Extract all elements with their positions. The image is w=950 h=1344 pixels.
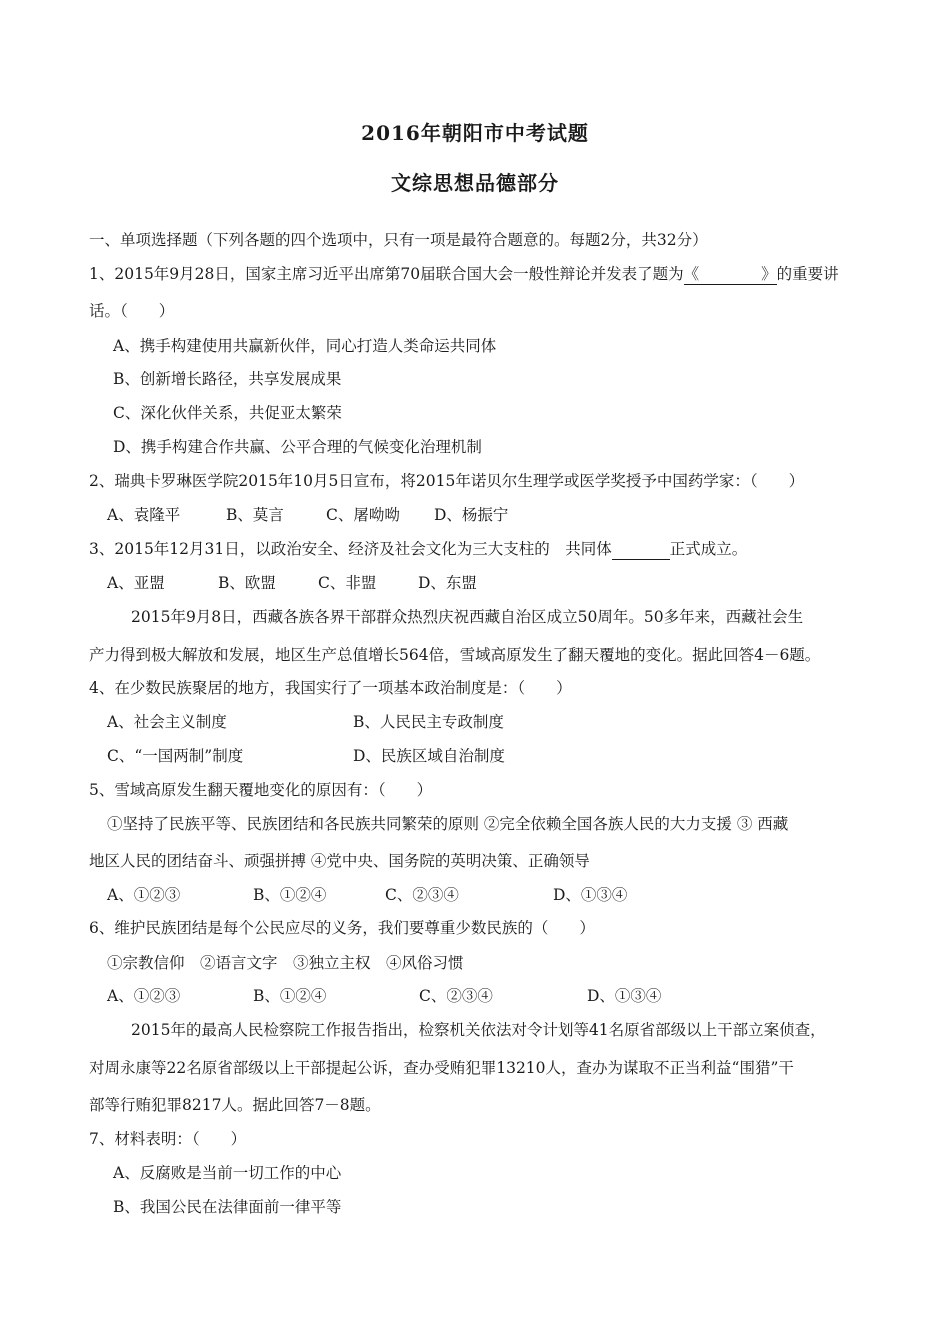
option-6a: A、①②③ (107, 987, 181, 1005)
question-5-options (107, 885, 627, 905)
option-2b: B、莫言 (226, 506, 284, 524)
option-5d: D、①③④ (553, 886, 628, 904)
option-5a: A、①②③ (107, 886, 181, 904)
material-2-line-3: 部等行贿犯罪8217人。据此回答7－8题。 (89, 1096, 381, 1114)
option-4a: A、社会主义制度 (107, 713, 227, 731)
option-3a: A、亚盟 (107, 574, 165, 592)
question-4-options-row1 (107, 712, 504, 732)
question-4: 4、在少数民族聚居的地方，我国实行了一项基本政治制度是：（ ） (89, 679, 572, 697)
option-2d: D、杨振宁 (434, 506, 509, 524)
question-6-items: ①宗教信仰 ②语言文字 ③独立主权 ④风俗习惯 (107, 954, 464, 972)
option-4d: D、民族区域自治制度 (353, 747, 505, 765)
question-1-cont: 话。（ ） (89, 302, 175, 320)
question-3-options (107, 573, 477, 593)
option-5c: C、②③④ (385, 886, 459, 904)
question-5: 5、雪域高原发生翻天覆地变化的原因有：（ ） (89, 781, 433, 799)
option-7b: B、我国公民在法律面前一律平等 (113, 1198, 342, 1216)
option-1c: C、深化伙伴关系，共促亚太繁荣 (113, 404, 342, 422)
material-2-line-1: 2015年的最高人民检察院工作报告指出，检察机关依法对令计划等41名原省部级以上干部立案侦查， (131, 1021, 826, 1039)
material-1-line-1: 2015年9月8日，西藏各族各界干部群众热烈庆祝西藏自治区成立50周年。50多年来，西藏社会生 (131, 608, 804, 626)
option-6c: C、②③④ (419, 987, 493, 1005)
question-4-options-row2 (107, 746, 505, 766)
option-4c: C、“一国两制”制度 (107, 747, 244, 765)
option-1b: B、创新增长路径，共享发展成果 (113, 370, 342, 388)
option-1a: A、携手构建使用共赢新伙伴，同心打造人类命运共同体 (113, 337, 497, 355)
option-5b: B、①②④ (253, 886, 327, 904)
material-1-line-2: 产力得到极大解放和发展，地区生产总值增长564倍，雪域高原发生了翻天覆地的变化。据此回答4－6题。 (89, 646, 821, 664)
option-3b: B、欧盟 (218, 574, 276, 592)
page-title: 2016年朝阳市中考试题 (361, 121, 589, 145)
option-6d: D、①③④ (587, 987, 662, 1005)
question-6-options (107, 986, 661, 1006)
option-4b: B、人民民主专政制度 (353, 713, 504, 731)
option-3d: D、东盟 (418, 574, 477, 592)
question-2: 2、瑞典卡罗琳医学院2015年10月5日宣布，将2015年诺贝尔生理学或医学奖授予中国药学家：（ ） (89, 472, 805, 490)
question-2-options (107, 505, 508, 525)
material-2-line-2: 对周永康等22名原省部级以上干部提起公诉，查办受贿犯罪13210人，查办为谋取不正当利益“围猎”干 (89, 1059, 794, 1077)
option-7a: A、反腐败是当前一切工作的中心 (113, 1164, 342, 1182)
section-header: 一、单项选择题（下列各题的四个选项中，只有一项是最符合题意的。每题2分，共32分） (89, 231, 708, 249)
question-1: 1、2015年9月28日，国家主席习近平出席第70届联合国大会一般性辩论并发表了题为《 》的重要讲 (89, 265, 839, 283)
question-7: 7、材料表明：（ ） (89, 1130, 247, 1148)
option-2a: A、袁隆平 (107, 506, 181, 524)
option-3c: C、非盟 (318, 574, 377, 592)
page-subtitle: 文综思想品德部分 (391, 171, 559, 195)
question-1-blank: 《 》 (683, 265, 777, 283)
option-2c: C、屠呦呦 (326, 506, 400, 524)
option-6b: B、①②④ (253, 987, 327, 1005)
question-3-blank (612, 539, 670, 560)
option-1d: D、携手构建合作共赢、公平合理的气候变化治理机制 (113, 438, 482, 456)
question-5-statement-2: 地区人民的团结奋斗、顽强拼搏 ④党中央、国务院的英明决策、正确领导 (89, 852, 590, 870)
question-3: 3、2015年12月31日，以政治安全、经济及社会文化为三大支柱的 共同体 正式成立。 (89, 540, 748, 558)
question-5-statement-1: ①坚持了民族平等、民族团结和各民族共同繁荣的原则 ②完全依赖全国各族人民的大力支援 ③ 西藏 (107, 815, 789, 833)
question-1-text: 1、2015年9月28日，国家主席习近平出席第70届联合国大会一般性辩论并发表了题为 (89, 265, 684, 283)
question-6: 6、维护民族团结是每个公民应尽的义务，我们要尊重少数民族的（ ） (89, 919, 595, 937)
